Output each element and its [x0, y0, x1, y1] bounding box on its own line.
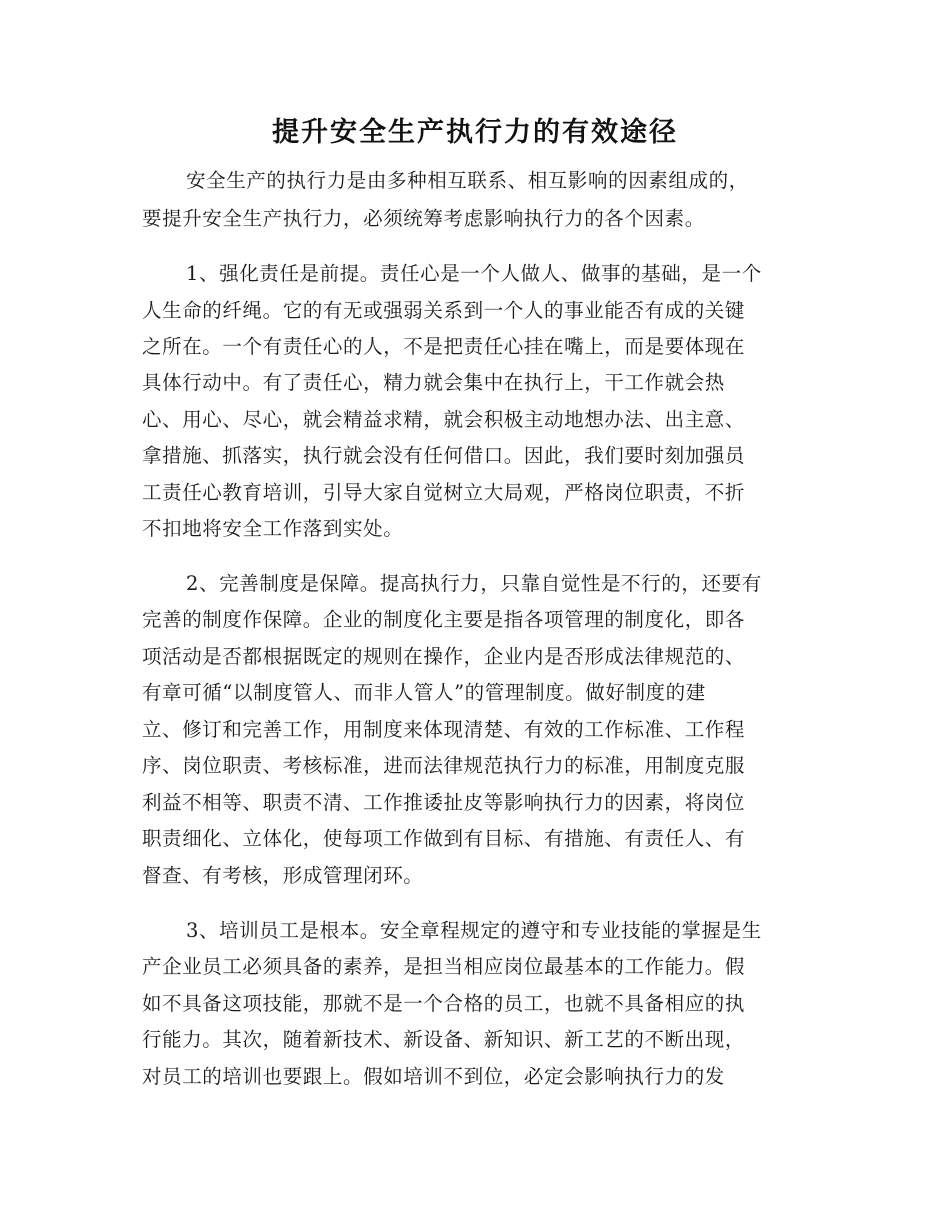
page-title: 提升安全生产执行力的有效途径: [272, 117, 678, 148]
text-line: 对员工的培训也要跟上。假如培训不到位，必定会影响执行力的发: [142, 1065, 725, 1088]
text-line: 利益不相等、职责不清、工作推诿扯皮等影响执行力的因素，将岗位: [142, 791, 746, 814]
text-line: 拿措施、抓落实，执行就会没有任何借口。因此，我们要时刻加强员: [142, 444, 746, 467]
text-line: 序、岗位职责、考核标准，进而法律规范执行力的标准，用制度克服: [142, 754, 746, 777]
text-line: 2、完善制度是保障。提高执行力，只靠自觉性是不行的，还要有: [186, 572, 762, 595]
text-line: 督查、有考核，形成管理闭环。: [142, 864, 424, 887]
text-line: 产企业员工必须具备的素养，是担当相应岗位最基本的工作能力。假: [142, 955, 746, 978]
text-line: 之所在。一个有责任心的人，不是把责任心挂在嘴上，而是要体现在: [142, 335, 746, 358]
text-line: 完善的制度作保障。企业的制度化主要是指各项管理的制度化，即各: [142, 608, 746, 631]
text-line: 不扣地将安全工作落到实处。: [142, 517, 404, 540]
text-line: 项活动是否都根据既定的规则在操作，企业内是否形成法律规范的、: [142, 645, 746, 668]
text-line: 行能力。其次，随着新技术、新设备、新知识、新工艺的不断出现，: [142, 1028, 746, 1051]
text-line: 具体行动中。有了责任心，精力就会集中在执行上，干工作就会热: [142, 371, 725, 394]
text-line: 安全生产的执行力是由多种相互联系、相互影响的因素组成的，: [186, 169, 749, 192]
text-line: 如不具备这项技能，那就不是一个合格的员工，也就不具备相应的执: [142, 992, 746, 1015]
text-line: 心、用心、尽心，就会精益求精，就会积极主动地想办法、出主意、: [142, 408, 746, 431]
text-line: 1、强化责任是前提。责任心是一个人做人、做事的基础，是一个: [186, 262, 762, 285]
text-line: 3、培训员工是根本。安全章程规定的遵守和专业技能的掌握是生: [186, 919, 762, 942]
text-line: 工责任心教育培训，引导大家自觉树立大局观，严格岗位职责，不折: [142, 481, 746, 504]
text-line: 职责细化、立体化，使每项工作做到有目标、有措施、有责任人、有: [142, 827, 746, 850]
text-line: 要提升安全生产执行力，必须统筹考虑影响执行力的各个因素。: [142, 207, 705, 230]
text-line: 有章可循“以制度管人、而非人管人”的管理制度。做好制度的建: [142, 681, 706, 704]
text-line: 立、修订和完善工作，用制度来体现清楚、有效的工作标准、工作程: [142, 718, 746, 741]
text-line: 人生命的纤绳。它的有无或强弱关系到一个人的事业能否有成的关键: [142, 299, 746, 322]
